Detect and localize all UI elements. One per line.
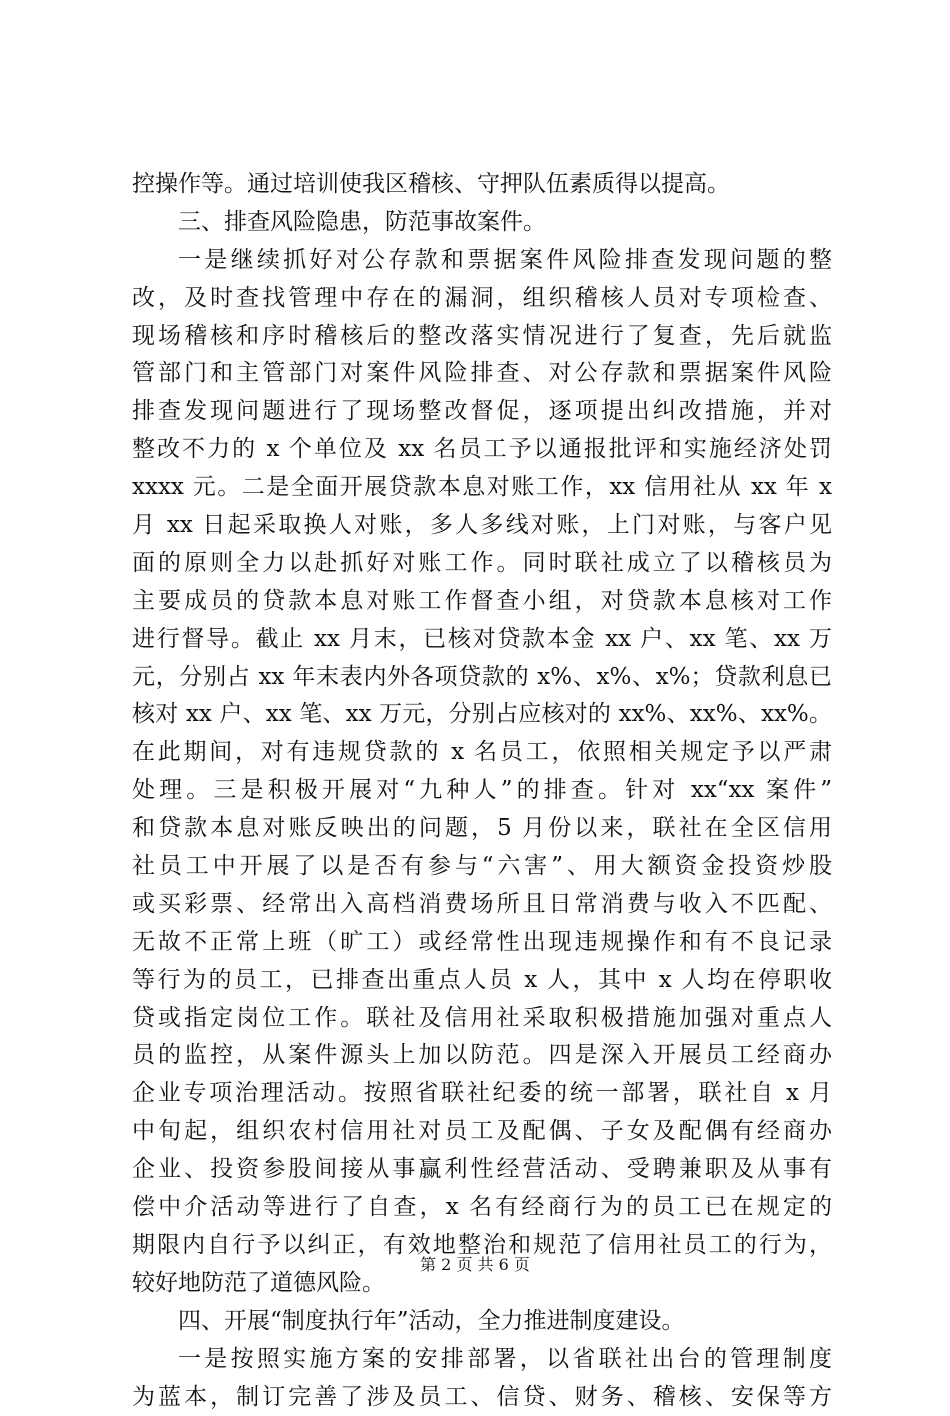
- text-line: 企业、投资参股间接从事赢利性经营活动、受聘兼职及从事有: [132, 1151, 832, 1189]
- text-line: 面的原则全力以赴抓好对账工作。同时联社成立了以稽核员为: [132, 545, 832, 583]
- text-line: 期限内自行予以纠正，有效地整治和规范了信用社员工的行为，: [132, 1227, 832, 1265]
- text-line: 月 xx 日起采取换人对账，多人多线对账，上门对账，与客户见: [132, 507, 832, 545]
- text-line: 或买彩票、经常出入高档消费场所且日常消费与收入不匹配、: [132, 886, 832, 924]
- text-line: 改，及时查找管理中存在的漏洞，组织稽核人员对专项检查、: [132, 280, 832, 318]
- text-line: 进行督导。截止 xx 月末，已核对贷款本金 xx 户、xx 笔、xx 万: [132, 621, 832, 659]
- text-line: 现场稽核和序时稽核后的整改落实情况进行了复查，先后就监: [132, 318, 832, 356]
- text-line: 在此期间，对有违规贷款的 x 名员工，依照相关规定予以严肃: [132, 734, 832, 772]
- text-line: 无故不正常上班（旷工）或经常性出现违规操作和有不良记录: [132, 924, 832, 962]
- text-line: 偿中介活动等进行了自查，x 名有经商行为的员工已在规定的: [132, 1189, 832, 1227]
- text-line: 控操作等。通过培训使我区稽核、守押队伍素质得以提高。: [132, 166, 832, 204]
- text-line: 一是继续抓好对公存款和票据案件风险排查发现问题的整: [132, 242, 832, 280]
- text-line: 贷或指定岗位工作。联社及信用社采取积极措施加强对重点人: [132, 1000, 832, 1038]
- text-line: 排查发现问题进行了现场整改督促，逐项提出纠改措施，并对: [132, 393, 832, 431]
- text-line: 一是按照实施方案的安排部署，以省联社出台的管理制度: [132, 1341, 832, 1379]
- text-line: 元，分别占 xx 年末表内外各项贷款的 x%、x%、x%；贷款利息已: [132, 659, 832, 697]
- text-line: 较好地防范了道德风险。: [132, 1265, 832, 1303]
- body-text: [132, 166, 832, 1416]
- text-line: 等行为的员工，已排查出重点人员 x 人，其中 x 人均在停职收: [132, 962, 832, 1000]
- text-line: xxxx 元。二是全面开展贷款本息对账工作，xx 信用社从 xx 年 x: [132, 469, 832, 507]
- section-heading: 四、开展“制度执行年”活动，全力推进制度建设。: [132, 1303, 832, 1341]
- text-line: 核对 xx 户、xx 笔、xx 万元，分别占应核对的 xx%、xx%、xx%。: [132, 696, 832, 734]
- text-line: 整改不力的 x 个单位及 xx 名员工予以通报批评和实施经济处罚: [132, 431, 832, 469]
- section-heading: 三、排查风险隐患，防范事故案件。: [132, 204, 832, 242]
- text-line: 处理。三是积极开展对“九种人”的排查。针对 xx“xx 案件”: [132, 772, 832, 810]
- text-line: 员的监控，从案件源头上加以防范。四是深入开展员工经商办: [132, 1037, 832, 1075]
- text-line: 中旬起，组织农村信用社对员工及配偶、子女及配偶有经商办: [132, 1113, 832, 1151]
- page-number: 第 2 页 共 6 页: [0, 1255, 950, 1275]
- text-line: 企业专项治理活动。按照省联社纪委的统一部署，联社自 x 月: [132, 1075, 832, 1113]
- text-line: 管部门和主管部门对案件风险排查、对公存款和票据案件风险: [132, 355, 832, 393]
- text-line: 主要成员的贷款本息对账工作督查小组，对贷款本息核对工作: [132, 583, 832, 621]
- text-line: 和贷款本息对账反映出的问题，5 月份以来，联社在全区信用: [132, 810, 832, 848]
- text-line: 社员工中开展了以是否有参与“六害”、用大额资金投资炒股: [132, 848, 832, 886]
- text-line: 为蓝本，制订完善了涉及员工、信贷、财务、稽核、安保等方: [132, 1379, 832, 1416]
